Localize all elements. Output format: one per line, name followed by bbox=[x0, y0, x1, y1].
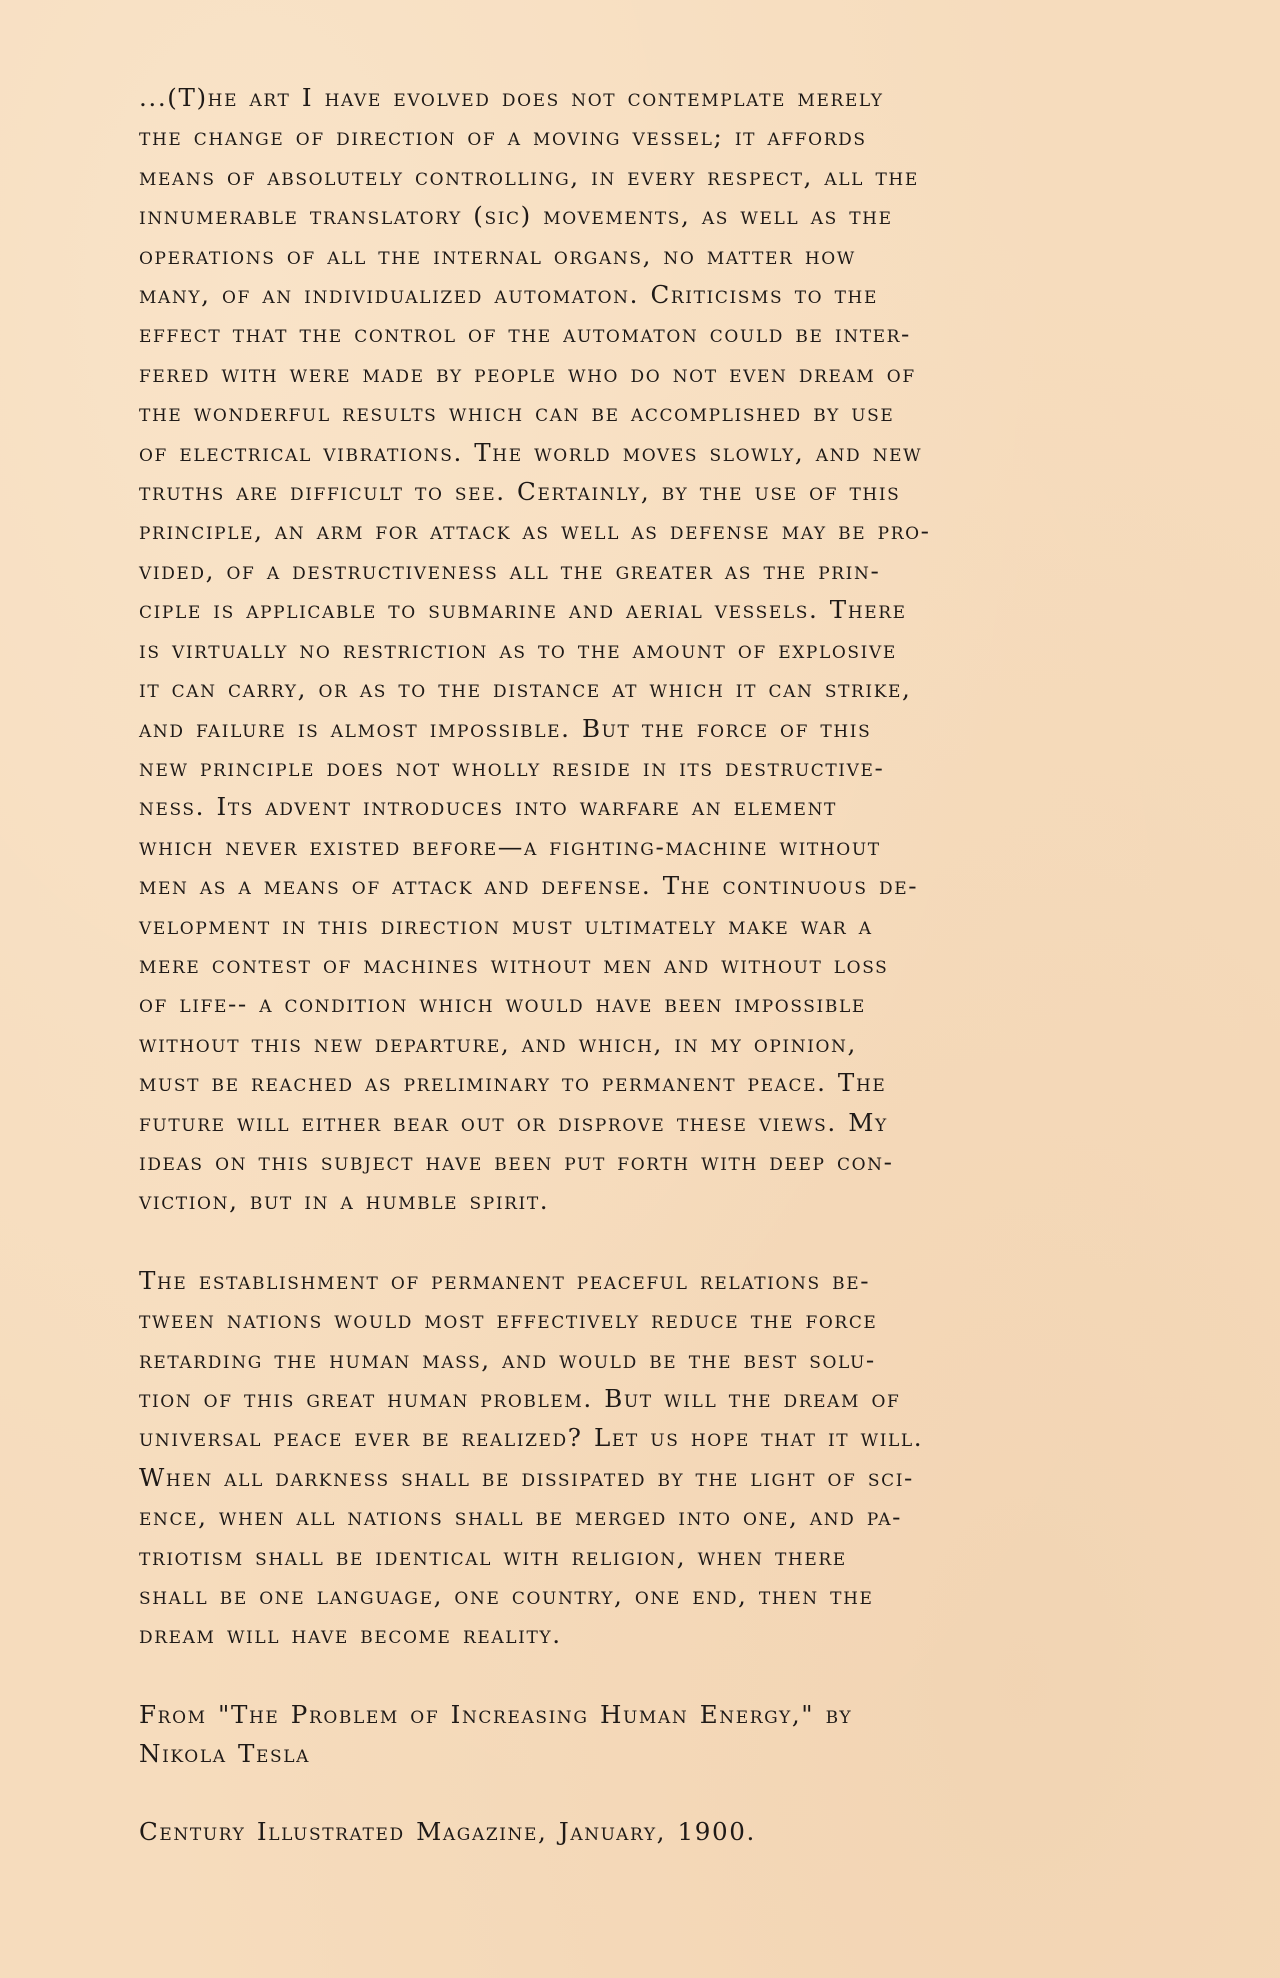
text-line: future will either bear out or disprove these views. My bbox=[139, 1107, 888, 1137]
text-line: ciple is applicable to submarine and aerial vessels. There bbox=[139, 595, 907, 625]
text-line: tween nations would most effectively reduce the force bbox=[139, 1305, 878, 1335]
quote-paragraph-2 bbox=[139, 1261, 1200, 1655]
text-line: men as a means of attack and defense. The continuous de- bbox=[139, 871, 919, 901]
text-line: triotism shall be identical with religion, when there bbox=[139, 1541, 847, 1571]
source-citation bbox=[139, 1812, 1200, 1851]
text-line: the wonderful results which can be accomplished by use bbox=[139, 398, 895, 428]
text-line: which never existed before—a fighting-machine without bbox=[139, 831, 881, 861]
text-line: The establishment of permanent peaceful relations be- bbox=[139, 1265, 871, 1295]
text-line: ...(T)he art I have evolved does not contemplate merely bbox=[139, 83, 884, 112]
text-line: new principle does not wholly reside in its destructive- bbox=[139, 752, 885, 782]
text-line: mere contest of machines without men and without loss bbox=[139, 949, 889, 979]
text-line: shall be one language, one country, one end, then the bbox=[139, 1581, 874, 1611]
text-line: ness. Its advent introduces into warfare an element bbox=[139, 792, 837, 822]
text-line: velopment in this direction must ultimately make war a bbox=[139, 910, 873, 940]
text-line: ence, when all nations shall be merged into one, and pa- bbox=[139, 1502, 903, 1532]
text-line: is virtually no restriction as to the amount of explosive bbox=[139, 634, 897, 664]
text-line: the change of direction of a moving vessel; it affords bbox=[139, 122, 867, 152]
text-line: ideas on this subject have been put forth with deep con- bbox=[139, 1146, 894, 1176]
text-line: it can carry, or as to the distance at which it can strike, bbox=[139, 674, 912, 704]
text-line: of electrical vibrations. The world moves slowly, and new bbox=[139, 437, 923, 467]
text-line: tion of this great human problem. But will the dream of bbox=[139, 1384, 901, 1413]
attribution-line: From "The Problem of Increasing Human Energy," by bbox=[139, 1699, 853, 1729]
text-line: fered with were made by people who do not even dream of bbox=[139, 358, 916, 388]
text-line: and failure is almost impossible. But the force of this bbox=[139, 713, 872, 743]
source-line: Century Illustrated Magazine, January, 1900. bbox=[139, 1816, 756, 1846]
text-line: must be reached as preliminary to permanent peace. The bbox=[139, 1068, 887, 1098]
text-line: universal peace ever be realized? Let us hope that it will. bbox=[139, 1423, 924, 1453]
text-line: many, of an individualized automaton. Criticisms to the bbox=[139, 280, 878, 310]
attribution bbox=[139, 1695, 1200, 1774]
text-line: innumerable translatory (sic) movements, as well as the bbox=[139, 201, 893, 231]
text-line: of life-- a condition which would have been impossible bbox=[139, 989, 866, 1019]
text-line: vided, of a destructiveness all the greater as the prin- bbox=[139, 555, 881, 585]
text-line: When all darkness shall be dissipated by the light of sci- bbox=[139, 1462, 914, 1492]
text-line: viction, but in a humble spirit. bbox=[139, 1186, 550, 1216]
text-line: retarding the human mass, and would be the best solu- bbox=[139, 1344, 876, 1374]
text-line: means of absolutely controlling, in every respect, all the bbox=[139, 161, 919, 191]
text-line: operations of all the internal organs, no matter how bbox=[139, 240, 856, 270]
text-line: effect that the control of the automaton could be inter- bbox=[139, 319, 911, 349]
text-line: principle, an arm for attack as well as defense may be pro- bbox=[139, 516, 931, 546]
text-line: without this new departure, and which, in my opinion, bbox=[139, 1028, 857, 1058]
text-line: dream will have become reality. bbox=[139, 1620, 562, 1650]
author-name: Nikola Tesla bbox=[139, 1739, 311, 1769]
text-line: truths are difficult to see. Certainly, by the use of this bbox=[139, 477, 901, 507]
quote-paragraph-1 bbox=[139, 78, 1200, 1221]
